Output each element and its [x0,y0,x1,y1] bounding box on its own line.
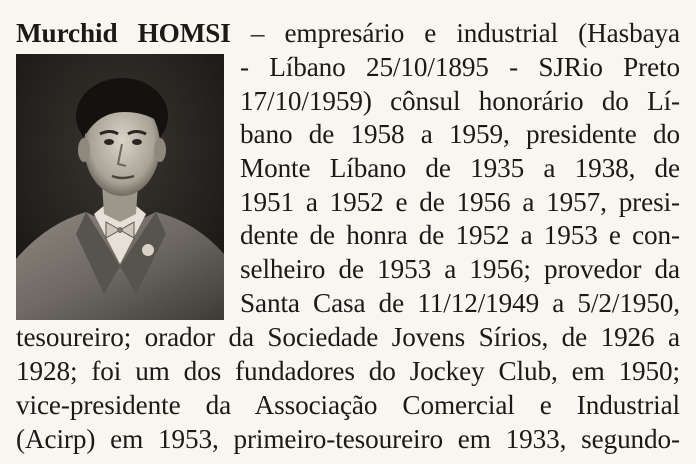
entry-line [240,254,680,285]
entry-line-2: 17/10/1959) cônsul honorário do Lí- [240,86,680,116]
entry-line [16,424,680,455]
entry-line-9: tesoureiro; orador da Sociedade Jovens Sírios, de 1926 a [16,322,680,352]
entry-line-1: - Líbano 25/10/1895 - SJRio Preto [240,52,680,82]
entry-line-4: Monte Líbano de 1935 a 1938, de [240,153,680,183]
entry-line [16,356,680,387]
entry-line [240,86,680,117]
entry-line [240,119,680,150]
entry-line-8: Santa Casa de 11/12/1949 a 5/2/1950, [240,288,680,318]
entry-line-5: 1951 a 1952 e de 1956 a 1957, presi- [240,187,680,217]
portrait-photo [16,54,224,320]
entry-line-10: 1928; foi um dos fundadores do Jockey Club, em 1950; [16,356,680,386]
entry-line-11: vice-presidente da Associação Comercial e Industrial [16,390,680,420]
entry-line [240,153,680,184]
entry-line [240,52,680,83]
entry-line [240,220,680,251]
entry-line-3: bano de 1958 a 1959, presidente do [240,119,680,149]
entry-line-6: dente de honra de 1952 a 1953 e con- [240,220,680,250]
entry-name: Murchid HOMSI [16,18,231,48]
entry-line [240,187,680,218]
entry-line-12: (Acirp) em 1953, primeiro-tesoureiro em 1933, segundo- [16,424,680,454]
entry-line [16,322,680,353]
portrait-image [16,54,224,320]
entry-line-7: selheiro de 1953 a 1956; provedor da [240,254,680,284]
entry-line [16,390,680,421]
entry-line-0: – empresário e industrial (Hasbaya [250,18,680,48]
entry-first-line [16,18,680,49]
entry-line [240,288,680,319]
